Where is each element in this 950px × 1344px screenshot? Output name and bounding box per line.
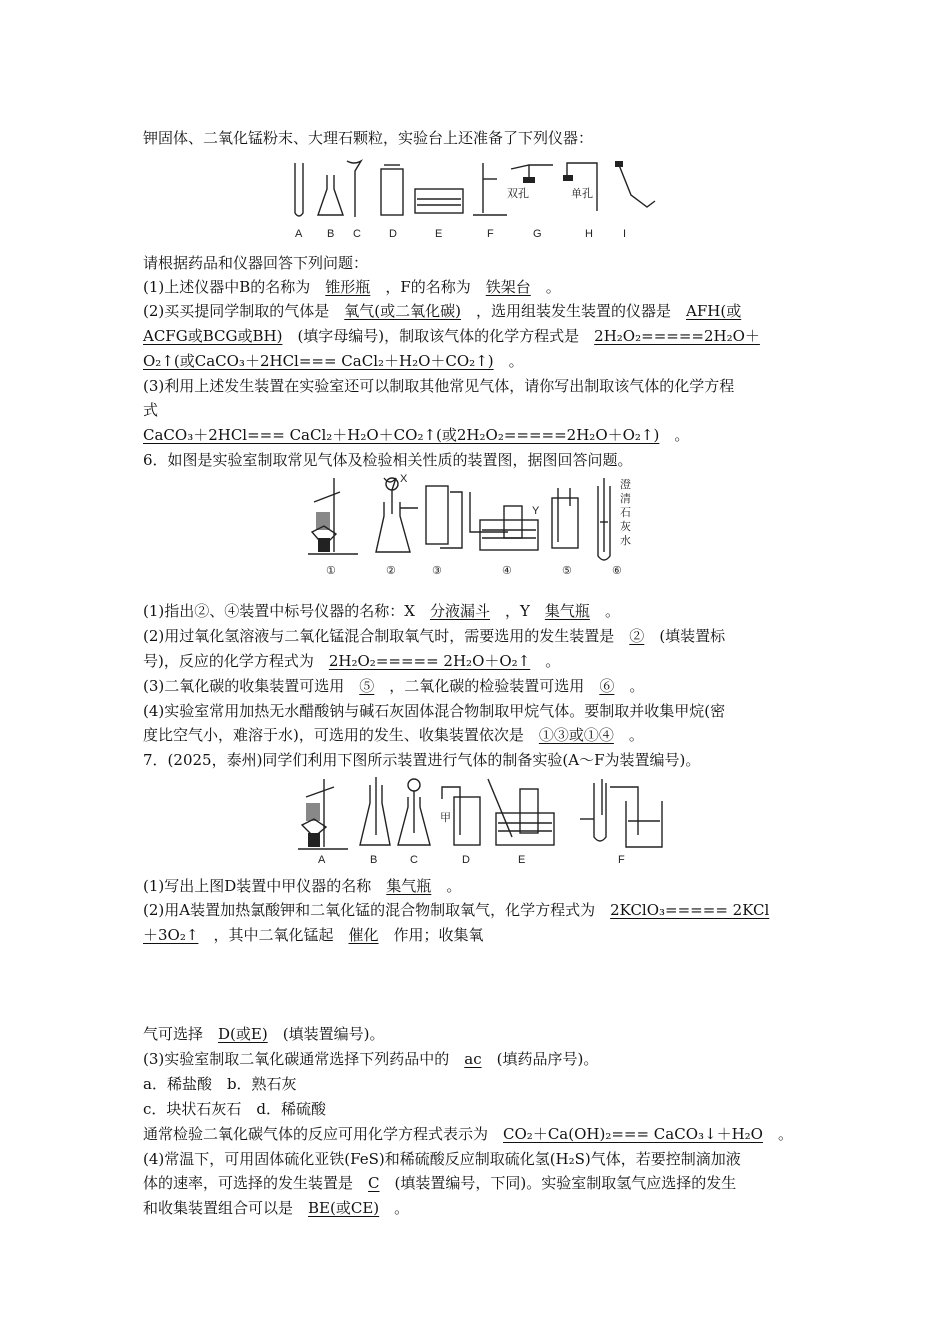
label-d: D <box>389 228 397 240</box>
q7-p2-l3pre: 气可选择 <box>143 1025 204 1043</box>
label-q7-d: D <box>462 854 470 866</box>
q5-part3-line3 <box>143 426 689 444</box>
q6-p4-post: 。 <box>628 726 644 744</box>
figure-q7-apparatus <box>290 775 670 870</box>
label-y: Y <box>532 505 540 517</box>
label-f: F <box>487 228 494 240</box>
apparatus-3-upward <box>426 486 462 548</box>
q5-part3-line1: (3)利用上述发生装置在实验室还可以制取其他常见气体，请你写出制取该气体的化学方程 <box>143 377 735 395</box>
q7-p4-l2pre: 体的速率，可选择的发生装置是 <box>143 1174 354 1192</box>
q5-p1-post: 。 <box>545 278 561 296</box>
q5-p2-l3post: 。 <box>508 352 524 370</box>
instrument-bent-tube <box>615 161 655 207</box>
label-5: ⑤ <box>562 565 572 577</box>
label-b: B <box>327 228 335 240</box>
q5-p1-mid: ，F的名称为 <box>385 278 471 296</box>
q7-option-1: a．稀盐酸 b．熟石灰 <box>143 1075 297 1093</box>
q7-p4-l3post: 。 <box>394 1199 410 1217</box>
lime-3: 石 <box>620 507 631 519</box>
q7-part2-line2 <box>143 926 484 944</box>
q7-p3-pre: (3)实验室制取二氧化碳通常选择下列药品中的 <box>143 1050 450 1068</box>
q6-p1-post: 。 <box>604 602 620 620</box>
q6-answer-methane: ①③或①④ <box>538 726 614 744</box>
q6-p3-pre: (3)二氧化碳的收集装置可选用 <box>143 677 345 695</box>
q7-p3-post: (填药品序号)。 <box>496 1050 599 1068</box>
label-jia: 甲 <box>440 812 451 824</box>
q5-part2-line3 <box>143 352 524 370</box>
q5-answer-b: 锥形瓶 <box>325 278 371 296</box>
q6-answer-y: 集气瓶 <box>544 602 590 620</box>
instrument-iron-stand <box>473 163 507 215</box>
q6-answer-generator: ② <box>629 627 645 645</box>
q6-p4-l2pre: 度比空气小，难溶于水)，可选用的发生、收集装置依次是 <box>143 726 524 744</box>
q7-p4-l2post: (填装置编号，下同)。实验室制取氢气应选择的发生 <box>394 1174 737 1192</box>
apparatus-d-gas-jar <box>440 787 480 845</box>
q6-answer-x: 分液漏斗 <box>429 602 490 620</box>
apparatus-4-water <box>470 492 540 550</box>
instrument-gas-jar <box>381 165 403 215</box>
q6-answer-collect: ⑤ <box>359 677 375 695</box>
q7-option-2: c．块状石灰石 d．稀硫酸 <box>143 1100 327 1118</box>
apparatus-e-water <box>488 779 554 845</box>
q5-p1-pre: (1)上述仪器中B的名称为 <box>143 278 311 296</box>
q5-prompt: 请根据药品和仪器回答下列问题： <box>143 254 369 272</box>
q5-p2-mid: ，选用组装发生装置的仪器是 <box>476 302 672 320</box>
figure-q6-apparatus <box>300 472 660 578</box>
q7-stem: 7．(2025，泰州)同学们利用下图所示装置进行气体的制备实验(A～F为装置编号)。 <box>143 751 701 769</box>
q7-part3-line1 <box>143 1050 598 1068</box>
instrument-conical-flask <box>318 175 343 215</box>
q6-p2-l2pre: 号)，反应的化学方程式为 <box>143 652 314 670</box>
label-c: C <box>353 228 361 240</box>
q5-part2-line1 <box>143 302 741 320</box>
q7-p1-pre: (1)写出上图D装置中甲仪器的名称 <box>143 877 372 895</box>
q7-part3-line4 <box>143 1125 793 1143</box>
q7-part4-line2 <box>143 1174 736 1192</box>
instrument-test-tube <box>295 163 303 216</box>
g-text: 双孔 <box>507 188 529 200</box>
apparatus-1-heating <box>308 478 358 554</box>
apparatus-2-flask-funnel <box>376 473 418 552</box>
lime-1: 澄 <box>620 479 631 491</box>
label-4: ④ <box>502 565 512 577</box>
q7-answer-reagents: ac <box>464 1050 482 1068</box>
lime-4: 灰 <box>620 521 631 533</box>
q6-part2-line1 <box>143 627 725 645</box>
q5-answer-f: 铁架台 <box>485 278 531 296</box>
q6-p2-pre: (2)用过氧化氢溶液与二氧化锰混合制取氧气时，需要选用的发生装置是 <box>143 627 615 645</box>
q7-part2-line1 <box>143 901 769 919</box>
q5-answer-gas: 氧气(或二氧化碳) <box>344 302 461 320</box>
h-text: 单孔 <box>571 188 593 200</box>
q6-part4-line1: (4)实验室常用加热无水醋酸钠与碱石灰固体混合物制取甲烷气体。要制取并收集甲烷(密 <box>143 702 726 720</box>
label-q7-c: C <box>410 854 418 866</box>
q7-answer-equation-cont: ＋3O₂↑ <box>143 926 199 944</box>
q6-answer-equation: 2H₂O₂===== 2H₂O＋O₂↑ <box>328 652 531 670</box>
q7-answer-catalyst: 催化 <box>348 926 379 944</box>
q7-part4-line1: (4)常温下，可用固体硫化亚铁(FeS)和稀硫酸反应制取硫化氢(H₂S)气体，若要控制滴加液 <box>143 1150 741 1168</box>
label-g: G <box>533 228 542 240</box>
q7-p2-pre: (2)用A装置加热氯酸钾和二氧化锰的混合物制取氧气，化学方程式为 <box>143 901 596 919</box>
instrument-long-funnel <box>347 161 361 217</box>
q6-part3 <box>143 677 644 695</box>
q7-p3-l4post: 。 <box>778 1125 794 1143</box>
q7-answer-jia: 集气瓶 <box>386 877 432 895</box>
label-a: A <box>295 228 303 240</box>
q5-answer-equation: 2H₂O₂=====2H₂O＋ <box>594 327 760 345</box>
q5-answer-apparatus-cont: ACFG或BCG或BH) <box>143 327 283 345</box>
q6-part2-line2 <box>143 652 560 670</box>
q6-answer-test: ⑥ <box>599 677 615 695</box>
label-3: ③ <box>432 565 442 577</box>
q5-p2-pre: (2)买买提同学制取的气体是 <box>143 302 330 320</box>
q7-p2-post: 作用；收集氧 <box>393 926 484 944</box>
label-q7-f: F <box>618 854 625 866</box>
q5-answer-apparatus: AFH(或 <box>686 302 742 320</box>
label-i: I <box>623 228 627 240</box>
lime-5: 水 <box>620 535 631 547</box>
lime-2: 清 <box>620 493 631 505</box>
q5-p2-l2b: (填字母编号)，制取该气体的化学方程式是 <box>297 327 580 345</box>
q6-p1-pre: (1)指出②、④装置中标号仪器的名称：X <box>143 602 415 620</box>
q5-part1 <box>143 278 561 296</box>
q6-part1 <box>143 602 620 620</box>
apparatus-f-test <box>580 779 662 847</box>
q5-p3-post: 。 <box>674 426 690 444</box>
q5-answer-equation-cont: O₂↑(或CaCO₃＋2HCl=== CaCl₂＋H₂O＋CO₂↑) <box>143 352 494 370</box>
instrument-single-hole-stopper <box>563 163 597 211</box>
label-e: E <box>435 228 443 240</box>
label-2: ② <box>386 565 396 577</box>
intro-text: 钾固体、二氧化锰粉末、大理石颗粒，实验台上还准备了下列仪器： <box>143 129 594 147</box>
q7-p2-mid: ，其中二氧化锰起 <box>213 926 334 944</box>
q5-part3-line2: 式 <box>143 401 159 419</box>
instrument-trough <box>415 189 463 213</box>
q6-p2-post: 。 <box>545 652 561 670</box>
label-6: ⑥ <box>612 565 622 577</box>
q7-part2-line3 <box>143 1025 384 1043</box>
label-q7-a: A <box>318 854 326 866</box>
q7-answer-equation: 2KClO₃===== 2KCl <box>610 901 770 919</box>
label-h: H <box>585 228 593 240</box>
q7-p1-post: 。 <box>446 877 462 895</box>
apparatus-5-jar <box>552 488 578 548</box>
label-q7-b: B <box>370 854 378 866</box>
q7-p2-l3post: (填装置编号)。 <box>282 1025 385 1043</box>
label-x: X <box>400 473 408 485</box>
q7-answer-h2: BE(或CE) <box>308 1199 380 1217</box>
q6-p3-mid: ，二氧化碳的检验装置可选用 <box>389 677 585 695</box>
apparatus-c-flask-funnel <box>398 779 430 845</box>
label-q7-e: E <box>518 854 526 866</box>
q5-answer-other-gas: CaCO₃＋2HCl=== CaCl₂＋H₂O＋CO₂↑(或2H₂O₂=====2H₂O＋O₂↑) <box>143 426 660 444</box>
apparatus-a-heating <box>298 779 348 849</box>
apparatus-6-limewater <box>598 478 631 560</box>
q6-p3-post: 。 <box>629 677 645 695</box>
figure-instruments <box>285 155 665 245</box>
q7-p4-l3pre: 和收集装置组合可以是 <box>143 1199 294 1217</box>
q6-p2-post1: (填装置标 <box>659 627 726 645</box>
label-1: ① <box>326 565 336 577</box>
q6-stem: 6．如图是实验室制取常见气体及检验相关性质的装置图，据图回答问题。 <box>143 451 633 469</box>
q7-answer-collect: D(或E) <box>218 1025 268 1043</box>
q7-part1 <box>143 877 461 895</box>
q7-answer-h2s: C <box>368 1174 380 1192</box>
q7-part4-line3 <box>143 1199 409 1217</box>
instrument-double-hole-stopper <box>507 165 553 200</box>
q7-p3-l4pre: 通常检验二氧化碳气体的反应可用化学方程式表示为 <box>143 1125 489 1143</box>
q6-p1-mid: ，Y <box>504 602 530 620</box>
q5-part2-line2 <box>143 327 760 345</box>
q7-answer-co2-test: CO₂＋Ca(OH)₂=== CaCO₃↓＋H₂O <box>503 1125 763 1143</box>
apparatus-b-flask <box>360 777 390 845</box>
q6-part4-line2 <box>143 726 644 744</box>
